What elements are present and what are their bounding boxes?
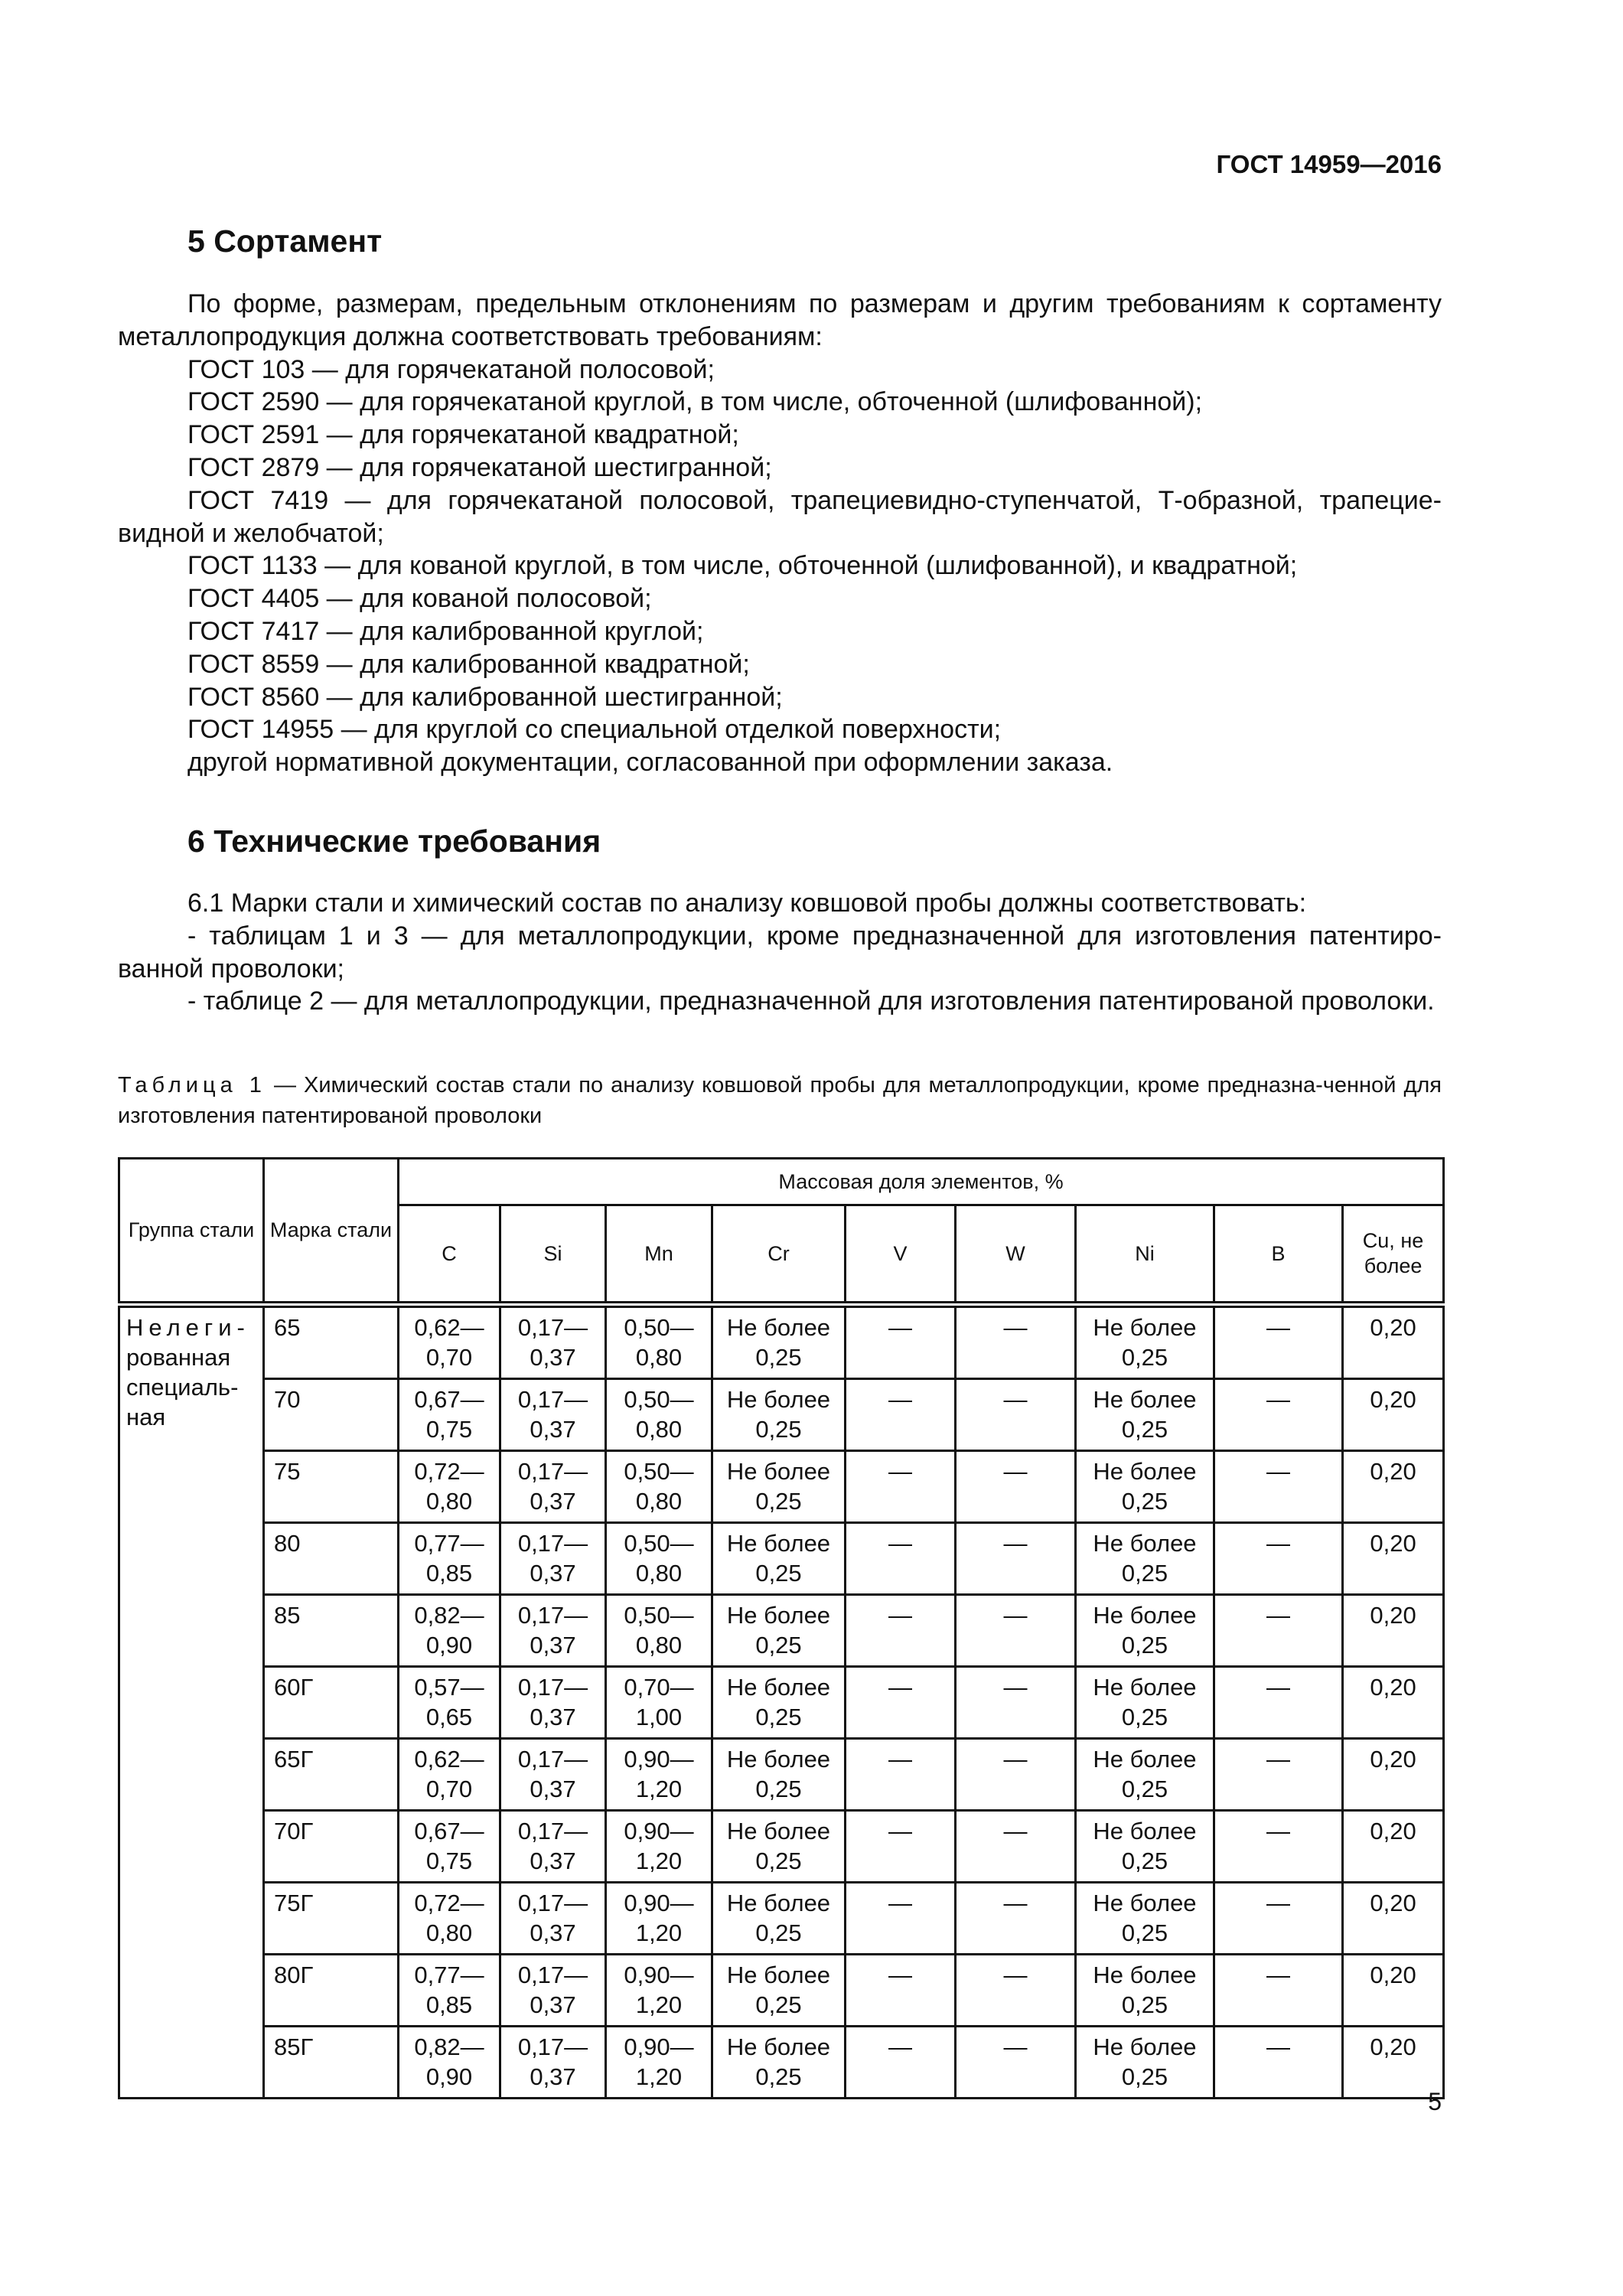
cell-value-line: 0,65 — [425, 1704, 473, 1730]
steel-group-text: специаль- — [126, 1374, 239, 1401]
cell-value-line: 0,17— — [517, 1890, 588, 1916]
element-mn-cell — [606, 1667, 712, 1739]
cell-value-line: 0,50— — [624, 1386, 694, 1413]
cell-value-line: 0,25 — [1121, 1776, 1168, 1802]
cell-value-line: 0,25 — [755, 2063, 802, 2090]
header-mass-fraction: Массовая доля элементов, % — [399, 1159, 1444, 1205]
element-c-cell — [399, 1305, 500, 1379]
element-cu-cell: 0,20 — [1343, 1523, 1444, 1595]
element-b-cell: — — [1214, 1955, 1343, 2027]
cell-value-line: 0,17— — [517, 1818, 588, 1844]
cell-value-line: 0,75 — [425, 1848, 473, 1874]
element-b-cell: — — [1214, 2027, 1343, 2099]
element-v-cell: — — [846, 1305, 956, 1379]
standards-list-item: ГОСТ 2590 — для горячекатаной круглой, в том числе, обточенной (шлифованной); — [187, 387, 1203, 417]
header-element-cr: Cr — [712, 1205, 846, 1305]
cell-value-line: 0,80 — [635, 1344, 683, 1371]
cell-value-line: Не более — [726, 1386, 831, 1413]
element-ni-cell — [1076, 1305, 1214, 1379]
steel-group-cell — [119, 1305, 264, 2099]
element-b-cell: — — [1214, 1379, 1343, 1451]
element-cr-cell — [712, 1451, 846, 1523]
header-element-mn: Mn — [606, 1205, 712, 1305]
element-cu-cell: 0,20 — [1343, 1811, 1444, 1883]
element-mn-cell — [606, 1451, 712, 1523]
steel-grade-cell: 65Г — [264, 1739, 399, 1811]
element-b-cell: — — [1214, 1811, 1343, 1883]
element-si-cell — [500, 1667, 606, 1739]
cell-value-line: 0,85 — [425, 1991, 473, 2018]
cell-value-line: Не более — [1093, 1458, 1197, 1485]
element-cu-cell: 0,20 — [1343, 2027, 1444, 2099]
table-row — [119, 1451, 1444, 1523]
cell-value-line: Не более — [1093, 1818, 1197, 1844]
cell-value-line: 0,80 — [635, 1488, 683, 1515]
header-element-v: V — [846, 1205, 956, 1305]
element-w-cell: — — [956, 1379, 1076, 1451]
element-ni-cell — [1076, 1667, 1214, 1739]
cell-value-line: 0,85 — [425, 1560, 473, 1587]
header-element-si: Si — [500, 1205, 606, 1305]
element-w-cell: — — [956, 1305, 1076, 1379]
element-cu-cell: 0,20 — [1343, 1379, 1444, 1451]
element-cr-cell — [712, 1595, 846, 1667]
cell-value-line: 0,25 — [755, 1560, 802, 1587]
cell-value-line: 0,70 — [425, 1344, 473, 1371]
cell-value-line: 0,37 — [530, 1848, 576, 1874]
cell-value-line: 0,25 — [1121, 2063, 1168, 2090]
element-v-cell: — — [846, 1451, 956, 1523]
element-si-cell — [500, 1379, 606, 1451]
element-ni-cell — [1076, 1955, 1214, 2027]
table-row — [119, 1739, 1444, 1811]
cell-value-line: 0,17— — [517, 1674, 588, 1701]
cell-value-line: 0,25 — [1121, 1632, 1168, 1658]
element-c-cell — [399, 1451, 500, 1523]
cell-value-line: Не более — [1093, 1890, 1197, 1916]
element-v-cell: — — [846, 1739, 956, 1811]
element-cu-cell: 0,20 — [1343, 1305, 1444, 1379]
cell-value-line: 0,37 — [530, 1416, 576, 1443]
cell-value-line: 0,17— — [517, 1602, 588, 1629]
element-ni-cell — [1076, 1379, 1214, 1451]
cell-value-line: 0,72— — [414, 1458, 484, 1485]
element-mn-cell — [606, 1739, 712, 1811]
cell-value-line: Не более — [726, 1314, 831, 1341]
section-6-body — [118, 887, 1442, 1018]
standards-list-item: ГОСТ 8560 — для калиброванной шестигранной; — [187, 682, 783, 712]
section-5-body — [118, 288, 1442, 779]
cell-value-line: 0,25 — [755, 1848, 802, 1874]
element-w-cell: — — [956, 1883, 1076, 1955]
cell-value-line: 1,00 — [635, 1704, 683, 1730]
element-w-cell: — — [956, 1595, 1076, 1667]
cell-value-line: 0,25 — [755, 1704, 802, 1730]
cell-value-line: 0,82— — [414, 1602, 484, 1629]
cell-value-line: 0,50— — [624, 1602, 694, 1629]
cell-value-line: Не более — [726, 1674, 831, 1701]
element-b-cell: — — [1214, 1739, 1343, 1811]
cell-value-line: Не более — [1093, 1386, 1197, 1413]
table-1-caption-text: — Химический состав стали по анализу ковшовой пробы для металлопродукции, кроме предназна-ченной для изготовления патентированой проволоки — [118, 1073, 1442, 1128]
clause-6-1-item-1: - таблицам 1 и 3 — для металлопродукции, кроме предназначенной для изготовления патентиро-ванной проволоки; — [118, 921, 1442, 983]
cell-value-line: 1,20 — [635, 1848, 683, 1874]
table-1-label: Таблица 1 — [118, 1073, 266, 1097]
element-ni-cell — [1076, 1451, 1214, 1523]
element-w-cell: — — [956, 1955, 1076, 2027]
cell-value-line: Не более — [1093, 1962, 1197, 1988]
element-v-cell: — — [846, 1955, 956, 2027]
cell-value-line: 0,37 — [530, 1632, 576, 1658]
cell-value-line: 0,90 — [425, 1632, 473, 1658]
cell-value-line: 0,17— — [517, 1746, 588, 1773]
element-cu-cell: 0,20 — [1343, 1451, 1444, 1523]
cell-value-line: Не более — [726, 1890, 831, 1916]
element-c-cell — [399, 1379, 500, 1451]
header-element-c: C — [399, 1205, 500, 1305]
cell-value-line: Не более — [726, 1602, 831, 1629]
cell-value-line: 0,90— — [624, 2033, 694, 2060]
cell-value-line: Не более — [726, 1962, 831, 1988]
header-element-ni: Ni — [1076, 1205, 1214, 1305]
element-c-cell — [399, 1739, 500, 1811]
cell-value-line: 0,25 — [1121, 1991, 1168, 2018]
element-cr-cell — [712, 1739, 846, 1811]
cell-value-line: 0,72— — [414, 1890, 484, 1916]
cell-value-line: 0,25 — [755, 1919, 802, 1946]
element-cu-cell: 0,20 — [1343, 1955, 1444, 2027]
element-si-cell — [500, 1523, 606, 1595]
section-5-title: 5 Сортамент — [187, 223, 383, 259]
element-c-cell — [399, 1523, 500, 1595]
standards-list-item: ГОСТ 14955 — для круглой со специальной отделкой поверхности; — [187, 715, 1002, 745]
element-mn-cell — [606, 1883, 712, 1955]
table-row — [119, 1379, 1444, 1451]
steel-grade-cell: 65 — [264, 1305, 399, 1379]
clause-6-1-item-2: - таблице 2 — для металлопродукции, предназначенной для изготовления патентированой проволоки. — [187, 987, 1435, 1016]
cell-value-line: 0,37 — [530, 1991, 576, 2018]
element-v-cell: — — [846, 1811, 956, 1883]
table-row — [119, 1811, 1444, 1883]
steel-group-text: Нелеги- — [126, 1314, 250, 1341]
cell-value-line: 0,25 — [1121, 1704, 1168, 1730]
document-id-header: ГОСТ 14959—2016 — [1216, 150, 1442, 178]
element-ni-cell — [1076, 1883, 1214, 1955]
table-1-caption — [118, 1070, 1442, 1131]
element-b-cell: — — [1214, 1883, 1343, 1955]
cell-value-line: 0,90— — [624, 1890, 694, 1916]
element-b-cell: — — [1214, 1667, 1343, 1739]
cell-value-line: 0,37 — [530, 1488, 576, 1515]
element-v-cell: — — [846, 1379, 956, 1451]
cell-value-line: 0,90— — [624, 1818, 694, 1844]
cell-value-line: Не более — [1093, 1530, 1197, 1557]
steel-grade-cell: 80 — [264, 1523, 399, 1595]
cell-value-line: 0,37 — [530, 1344, 576, 1371]
element-si-cell — [500, 1811, 606, 1883]
cell-value-line: 0,25 — [755, 1344, 802, 1371]
cell-value-line: 0,80 — [635, 1416, 683, 1443]
element-si-cell — [500, 1955, 606, 2027]
standards-list-item: ГОСТ 8559 — для калиброванной квадратной; — [187, 649, 750, 679]
standards-list-item: ГОСТ 7419 — для горячекатаной полосовой, трапециевидно-ступенчатой, Т-образной, трапецие-видной и желобчатой; — [118, 485, 1442, 548]
element-w-cell: — — [956, 1811, 1076, 1883]
steel-grade-cell: 70 — [264, 1379, 399, 1451]
cell-value-line: 0,50— — [624, 1530, 694, 1557]
element-ni-cell — [1076, 1811, 1214, 1883]
cell-value-line: 0,90 — [425, 2063, 473, 2090]
steel-grade-cell: 60Г — [264, 1667, 399, 1739]
table-row — [119, 1883, 1444, 1955]
cell-value-line: Не более — [726, 1530, 831, 1557]
page-number: 5 — [1428, 2088, 1442, 2115]
element-cr-cell — [712, 1883, 846, 1955]
section-5-intro: По форме, размерам, предельным отклонениям по размерам и другим требованиям к сортаменту металлопродукция должна соответствовать требованиям: — [118, 289, 1442, 351]
element-mn-cell — [606, 1523, 712, 1595]
steel-group-text: рованная — [126, 1344, 231, 1371]
cell-value-line: 1,20 — [635, 1919, 683, 1946]
element-v-cell: — — [846, 2027, 956, 2099]
cell-value-line: Не более — [726, 1458, 831, 1485]
element-c-cell — [399, 1883, 500, 1955]
cell-value-line: 1,20 — [635, 1991, 683, 2018]
element-cr-cell — [712, 1523, 846, 1595]
cell-value-line: 0,37 — [530, 1704, 576, 1730]
element-cu-cell: 0,20 — [1343, 1739, 1444, 1811]
cell-value-line: 0,25 — [1121, 1560, 1168, 1587]
element-b-cell: — — [1214, 1451, 1343, 1523]
element-si-cell — [500, 1883, 606, 1955]
cell-value-line: 0,67— — [414, 1818, 484, 1844]
cell-value-line: 0,80 — [635, 1560, 683, 1587]
element-c-cell — [399, 1955, 500, 2027]
steel-grade-cell: 85 — [264, 1595, 399, 1667]
standards-list-item: ГОСТ 4405 — для кованой полосовой; — [187, 584, 652, 614]
cell-value-line: 0,70 — [425, 1776, 473, 1802]
cell-value-line: 0,17— — [517, 1386, 588, 1413]
steel-group-text: ная — [126, 1404, 166, 1430]
element-w-cell: — — [956, 2027, 1076, 2099]
element-mn-cell — [606, 1379, 712, 1451]
cell-value-line: Не более — [1093, 1602, 1197, 1629]
header-steel-grade: Марка стали — [264, 1159, 399, 1305]
steel-grade-cell: 75Г — [264, 1883, 399, 1955]
cell-value-line: 0,90— — [624, 1962, 694, 1988]
cell-value-line: 0,77— — [414, 1530, 484, 1557]
element-v-cell: — — [846, 1595, 956, 1667]
chemical-composition-table — [118, 1157, 1445, 2099]
cell-value-line: 0,90— — [624, 1746, 694, 1773]
element-v-cell: — — [846, 1667, 956, 1739]
element-mn-cell — [606, 1811, 712, 1883]
cell-value-line: 0,70— — [624, 1674, 694, 1701]
cell-value-line: 0,80 — [425, 1919, 473, 1946]
table-row — [119, 1305, 1444, 1379]
standards-list-item: ГОСТ 7417 — для калиброванной круглой; — [187, 616, 704, 646]
cell-value-line: 0,62— — [414, 1314, 484, 1341]
table-row — [119, 1955, 1444, 2027]
cell-value-line: 0,80 — [635, 1632, 683, 1658]
cell-value-line: 0,62— — [414, 1746, 484, 1773]
element-cr-cell — [712, 1305, 846, 1379]
standards-list-item: ГОСТ 2879 — для горячекатаной шестигранной; — [187, 452, 772, 482]
element-mn-cell — [606, 1955, 712, 2027]
element-cu-cell: 0,20 — [1343, 1595, 1444, 1667]
cell-value-line: Не более — [726, 1746, 831, 1773]
table-row — [119, 1667, 1444, 1739]
cell-value-line: 0,25 — [755, 1991, 802, 2018]
cell-value-line: Не более — [1093, 1674, 1197, 1701]
section-6-title: 6 Технические требования — [187, 823, 601, 859]
standards-list-item: ГОСТ 103 — для горячекатаной полосовой; — [187, 354, 715, 384]
element-c-cell — [399, 1595, 500, 1667]
header-element-b: B — [1214, 1205, 1343, 1305]
cell-value-line: Не более — [1093, 1746, 1197, 1773]
element-mn-cell — [606, 1595, 712, 1667]
cell-value-line: 0,17— — [517, 2033, 588, 2060]
element-si-cell — [500, 1595, 606, 1667]
cell-value-line: 0,37 — [530, 1560, 576, 1587]
cell-value-line: 0,67— — [414, 1386, 484, 1413]
cell-value-line: 0,25 — [1121, 1416, 1168, 1443]
element-w-cell: — — [956, 1739, 1076, 1811]
cell-value-line: 0,75 — [425, 1416, 473, 1443]
cell-value-line: 0,25 — [755, 1776, 802, 1802]
table-row — [119, 1523, 1444, 1595]
cell-value-line: 0,50— — [624, 1458, 694, 1485]
cell-value-line: 0,82— — [414, 2033, 484, 2060]
cell-value-line: 0,17— — [517, 1530, 588, 1557]
cell-value-line: 1,20 — [635, 1776, 683, 1802]
cell-value-line: 0,80 — [425, 1488, 473, 1515]
steel-grade-cell: 80Г — [264, 1955, 399, 2027]
header-element-w: W — [956, 1205, 1076, 1305]
element-cr-cell — [712, 1379, 846, 1451]
element-b-cell: — — [1214, 1595, 1343, 1667]
element-ni-cell — [1076, 1739, 1214, 1811]
cell-value-line: 0,17— — [517, 1314, 588, 1341]
cell-value-line: Не более — [1093, 1314, 1197, 1341]
cell-value-line: Не более — [726, 1818, 831, 1844]
element-ni-cell — [1076, 1595, 1214, 1667]
steel-grade-cell: 75 — [264, 1451, 399, 1523]
cell-value-line: 0,77— — [414, 1962, 484, 1988]
cell-value-line: 0,25 — [755, 1632, 802, 1658]
cell-value-line: 0,37 — [530, 2063, 576, 2090]
steel-grade-cell: 85Г — [264, 2027, 399, 2099]
element-si-cell — [500, 1451, 606, 1523]
cell-value-line: 0,25 — [755, 1488, 802, 1515]
element-w-cell: — — [956, 1451, 1076, 1523]
header-steel-group: Группа стали — [119, 1159, 264, 1305]
element-si-cell — [500, 1305, 606, 1379]
element-si-cell — [500, 1739, 606, 1811]
element-cu-cell: 0,20 — [1343, 1667, 1444, 1739]
cell-value-line: 0,17— — [517, 1458, 588, 1485]
element-cr-cell — [712, 1667, 846, 1739]
element-v-cell: — — [846, 1523, 956, 1595]
element-b-cell: — — [1214, 1523, 1343, 1595]
clause-6-1: 6.1 Марки стали и химический состав по анализу ковшовой пробы должны соответствовать: — [187, 889, 1307, 918]
element-v-cell: — — [846, 1883, 956, 1955]
cell-value-line: 0,37 — [530, 1919, 576, 1946]
standards-list-item: другой нормативной документации, согласованной при оформлении заказа. — [187, 748, 1113, 778]
cell-value-line: Не более — [1093, 2033, 1197, 2060]
standards-list — [118, 354, 1442, 779]
cell-value-line: 0,57— — [414, 1674, 484, 1701]
cell-value-line: 0,17— — [517, 1962, 588, 1988]
table-row — [119, 1595, 1444, 1667]
cell-value-line: 0,25 — [1121, 1488, 1168, 1515]
cell-value-line: Не более — [726, 2033, 831, 2060]
steel-grade-cell: 70Г — [264, 1811, 399, 1883]
cell-value-line: 0,50— — [624, 1314, 694, 1341]
cell-value-line: 0,25 — [1121, 1848, 1168, 1874]
standards-list-item: ГОСТ 1133 — для кованой круглой, в том числе, обточенной (шлифованной), и квадратной; — [187, 551, 1298, 581]
element-b-cell: — — [1214, 1305, 1343, 1379]
element-c-cell — [399, 1667, 500, 1739]
header-element-cu: Cu, не более — [1343, 1205, 1444, 1305]
element-cr-cell — [712, 1811, 846, 1883]
element-c-cell — [399, 1811, 500, 1883]
cell-value-line: 0,25 — [1121, 1919, 1168, 1946]
cell-value-line: 0,37 — [530, 1776, 576, 1802]
cell-value-line: 0,25 — [1121, 1344, 1168, 1371]
element-ni-cell — [1076, 1523, 1214, 1595]
element-mn-cell — [606, 1305, 712, 1379]
element-cu-cell: 0,20 — [1343, 1883, 1444, 1955]
cell-value-line: 0,25 — [755, 1416, 802, 1443]
cell-value-line: 1,20 — [635, 2063, 683, 2090]
element-cr-cell — [712, 1955, 846, 2027]
standards-list-item: ГОСТ 2591 — для горячекатаной квадратной; — [187, 420, 739, 450]
element-w-cell: — — [956, 1523, 1076, 1595]
element-w-cell: — — [956, 1667, 1076, 1739]
